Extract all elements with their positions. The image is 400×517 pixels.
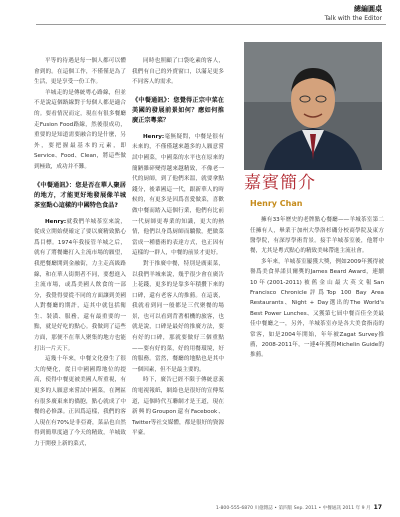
page-footer bbox=[216, 504, 382, 511]
paragraph: 羊城走的是傳統粵心路線，但並不是說這個路線對于每個人都是適合的。要看情況而定，現在有很多餐廳走Fusion Food路線，然後很成功，重要的是知道需要融合的是什麼，另外，要把握最基本的元素，即Service、Food、Clean，將這些做到極致，成功并不難。 bbox=[34, 89, 126, 170]
article-column-1 bbox=[34, 56, 126, 450]
guest-intro-title: 嘉賓簡介 bbox=[244, 173, 316, 193]
paragraph: 對于推廣中餐，特別是廣東菜，以我們羊城來說，幾乎很少會在廣告上花錢，更多的是靠多年積攢下來的口碑，還有老客人的推薦。在這裏，我就看到同一般都是三代聚餐的場景，也可以看到背著相機的旅客，也就是說，口碑是最好的推廣方法，要有好的口碑，那就要做好三個重點——要有好的菜，好的用餐環境，好的服務。當然，餐廳的地點也是其中一個因素，但不是最主要的。 bbox=[132, 260, 224, 373]
interview-answer bbox=[132, 132, 224, 259]
footer-text: 1-800-555-6870 川億雜誌 • 第四版 Sep. 2011 • 中餐通訊 2011 年 9 月 bbox=[215, 506, 371, 511]
page-header bbox=[324, 4, 382, 22]
article-column-2 bbox=[132, 56, 224, 439]
header-rule bbox=[36, 24, 386, 25]
interview-question: 《中餐通訊》：您是否在華人聚居的地方，才能更好地發展像羊城茶室點心這樣的中國特色食品? bbox=[34, 181, 126, 209]
bio-paragraph: 多年來，羊城茶室屢獲大獎，例如2009年獲得被譽爲美食界諾貝爾獎的James Beard Award，連續10年(2001-2011)被舊金山最大英文報San Francisco Chronicle評爲Top 100 Bay Area Restaurants、Night + Day選出的The World's Best Power Lunches、又獲第七屆中餐百佳全美最佳中餐廳之一，另外，羊城茶室亦是各大美食指南的常客，如是2004年開始，年年被Zagat Survey推薦，2008-2011年，一連4年獲得Michelin Guide的推薦。 bbox=[250, 258, 384, 359]
interview-question: 《中餐通訊》：您覺得正宗中菜在美國的發展前景如何？應如何推廣正宗粵菜？ bbox=[132, 96, 224, 124]
paragraph: 時下，廣告已經不限于傳統意義的電視報紙，網絡也是很好的宣傳渠道，這個時代互聯網才是王道，現在新興的Groupon還有Facebook、Twitter等社交媒體，都是很好的資源平臺。 bbox=[132, 377, 224, 437]
guest-name: Henry Chan bbox=[250, 198, 303, 208]
guest-portrait bbox=[244, 42, 382, 170]
guest-bio bbox=[242, 215, 384, 361]
section-title-cn: 總編圓桌 bbox=[354, 5, 382, 13]
speaker-label: Henry: bbox=[143, 133, 165, 140]
page-number: 17 bbox=[373, 504, 382, 511]
paragraph: 同時也照顧了口袋吃素的客人，我們有自己的外賣窗口，以滿足更多不同客人的需求。 bbox=[132, 58, 224, 86]
speaker-label: Henry: bbox=[45, 218, 67, 225]
interview-answer bbox=[34, 217, 126, 355]
paragraph: 這幾十年來，中餐文化發生了很大的變化，從日中國國際地位的提高，使得中餐更被美國人所重視，有更多的人願意來嘗試中國菜，在灣區有很多廣東來的僑胞，點心就成了中餐的必修課。正因爲這樣，我們的客人現在有70%是非亞裔，菜品也自然得到簡單度過了今天的精致，羊城致力于開發上新的菜式， bbox=[34, 356, 126, 447]
section-title-en: Talk with the Editor bbox=[324, 15, 382, 22]
paragraph: 平等的待遇是每一個人都可以體會到的。在這個工作，不僅僅是為了生活，更是享受一份工作。 bbox=[34, 58, 126, 86]
guest-sidebar bbox=[242, 42, 384, 361]
answer-text: 毫無疑問，中餐是很有未來的，不僅僅越來越多的人願意嘗試中國菜，中國菜的水平也在原來的簡陋雜碎變得越來越精致，不像老一代的厨師，到了他們米溫，就要拿點錢分，後輩國這一代，跟新華人的時候的，有更多是因爲喜愛做菜，喜歡做中餐而踏入這個行業，他們有比前一代厨師更專業的知識，更大的熱情，他們以身爲厨師而驕傲，把做菜當成一種藝術的表達方式，也正因有這樣的一群人，中餐的前景才更好。 bbox=[132, 133, 224, 257]
bio-paragraph: 擁有33年歷史的老牌點心餐廳——羊城茶室第二任擁有人，畢業于加州大學洛杉磯分校商學院及東方醫學院，有深厚學術背景。接手羊城茶室後，他將中餐，尤其是粵式點心的精致美味帶進主流社會。 bbox=[250, 217, 384, 255]
answer-text: 就我們羊城茶室來說，從成立開始便確定了要以廣精致點心爲目標。1974年我接管羊城之后，就有了將餐廳打入主流市場的願望，我把餐廳開到金融街，力主走高級路線，和在華人街開者不同，要想進入主流市場，或爲美國人飲食的一部分，我覺得要從不同的方面讓到美國人對餐廳的期許，這其中就包括衛生、裝潢、服務，還有最重要的一點，就是好吃的點心。我做到了這些方面，那便不在華人聚集的地方也能打出一片天下。 bbox=[34, 218, 126, 352]
